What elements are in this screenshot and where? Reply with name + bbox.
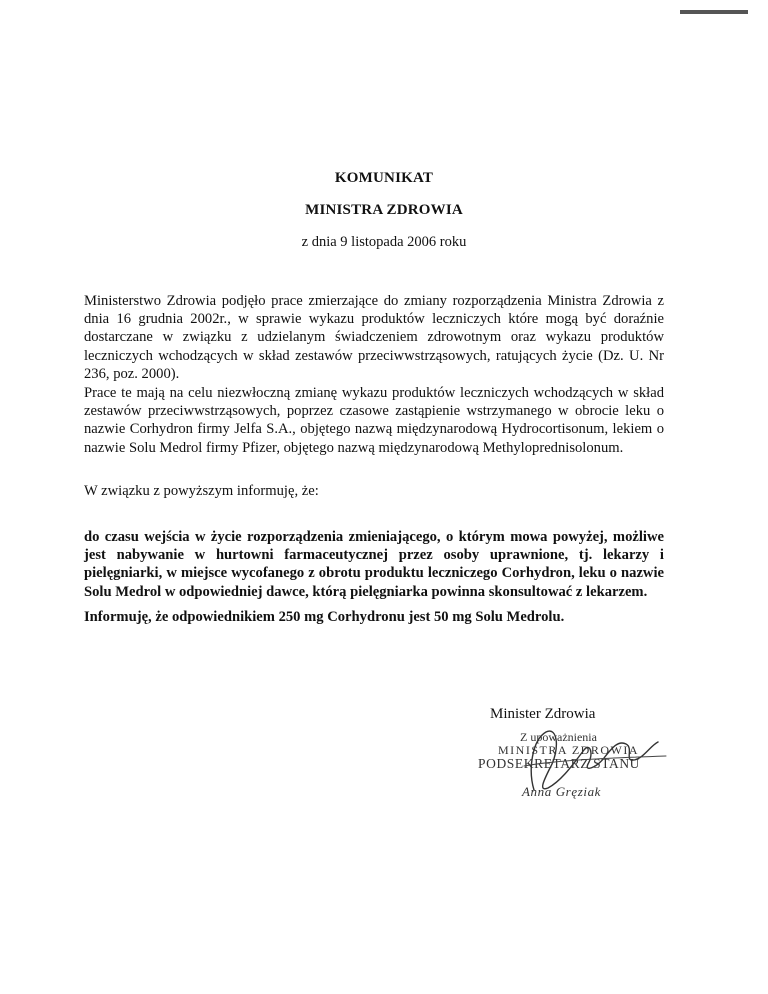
document-subtitle: MINISTRA ZDROWIA <box>305 202 463 218</box>
document-date: z dnia 9 listopada 2006 roku <box>301 234 467 250</box>
paragraph-2-text: Prace te mają na celu niezwłoczną zmianę wykazu produktów leczniczych wchodzących w skład zestawów przeciwwstrząsowych, poprzez czasowe zastąpienie wstrzymanego w obrocie leku o nazwie Corhydron firmy Jelfa S.A., objętego nazwą międzynarodową Hydrocortisonum, lekiem o nazwie Solu Medrol firmy Pfizer, objętego nazwą międzynarodową Methyloprednisolonum. <box>84 385 664 456</box>
stamp-name: Anna Gręziak <box>522 784 602 799</box>
info-intro <box>84 482 664 500</box>
signature-title: Minister Zdrowia <box>490 706 596 722</box>
paragraph-intro <box>84 292 664 383</box>
document-title: KOMUNIKAT <box>334 170 434 186</box>
handwritten-signature <box>488 720 678 810</box>
dosage-equivalence-text: Informuję, że odpowiednikiem 250 mg Corhydronu jest 50 mg Solu Medrolu. <box>84 609 565 625</box>
paragraph-1-text: Ministerstwo Zdrowia podjęło prace zmierzające do zmiany rozporządzenia Ministra Zdrowia z dnia 16 grudnia 2002r., w sprawie wykazu produktów leczniczych które mogą być doraźnie dostarczane w związku z udzielanym świadczeniem zdrowotnym oraz wykazu produktów leczniczych wchodzących w skład zestawów przeciwwstrząsowych, ratujących życie (Dz. U. Nr 236, poz. 2000). <box>84 293 664 382</box>
bold-notice-text: do czasu wejścia w życie rozporządzenia zmieniającego, o którym mowa powyżej, możliwe jest nabywanie w hurtowni farmaceutycznej przez osoby uprawnione, tj. lekarzy i pielęgniarki, w miejsce wycofanego z obrotu produktu leczniczego Corhydron, leku o nazwie Solu Medrol w odpowiedniej dawce, którą pielęgniarka powinna skonsultować z lekarzem. <box>84 529 664 600</box>
page-edge-mark <box>680 10 748 14</box>
stamp-ministry: MINISTRA ZDROWIA <box>498 743 639 757</box>
stamp-position: PODSEKRETARZ STANU <box>478 756 641 771</box>
bold-notice <box>84 528 664 601</box>
dosage-equivalence <box>84 608 664 626</box>
paragraph-purpose <box>84 384 664 457</box>
stamp-authorization: Z upoważnienia <box>520 730 597 744</box>
signature-block <box>468 706 678 806</box>
info-intro-text: W związku z powyższym informuję, że: <box>84 483 319 499</box>
